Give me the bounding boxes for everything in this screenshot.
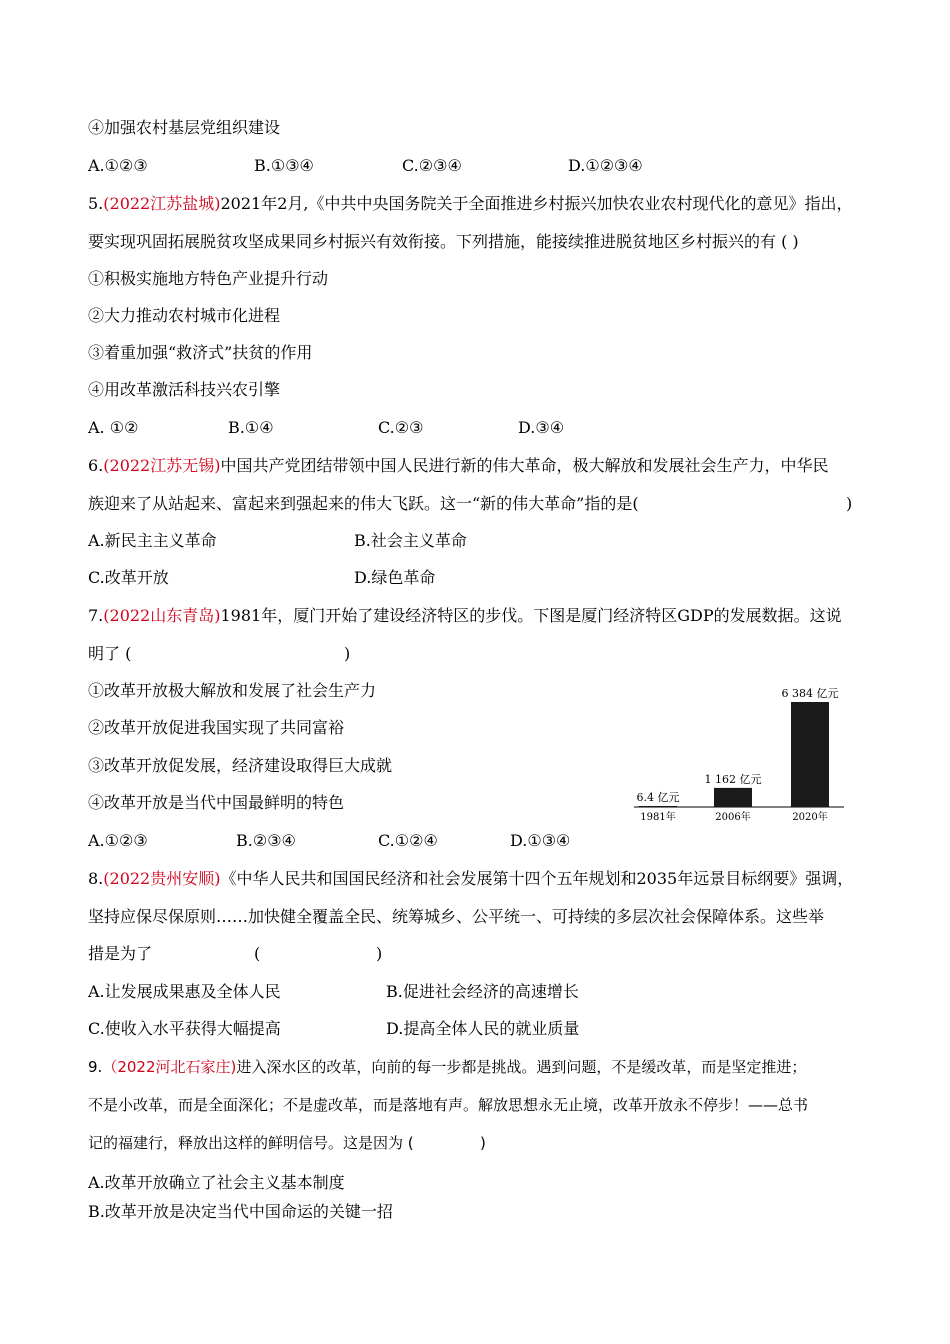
chart-bar-1 (639, 806, 677, 807)
q6-option-d: D.绿色革命 (354, 568, 436, 587)
chart-bar-3 (791, 702, 829, 807)
q5-option-d: D.③④ (518, 418, 565, 437)
q5-item-3: ③着重加强“救济式”扶贫的作用 (88, 343, 313, 362)
q7-number: 7. (88, 606, 104, 625)
chart-value-label-3: 6 384 亿元 (781, 687, 839, 700)
q5-option-b: B.①④ (228, 418, 274, 437)
q7-item-2: ②改革开放促进我国实现了共同富裕 (88, 718, 345, 737)
q6-option-a: A.新民主主义革命 (88, 531, 217, 550)
q7-item-4: ④改革开放是当代中国最鲜明的特色 (88, 793, 345, 812)
q8-stem-3: 措是为了 (88, 944, 153, 963)
q4-option-a: A.①②③ (88, 156, 148, 175)
chart-category-label-1: 1981年 (640, 812, 676, 823)
q8-option-d: D.提高全体人民的就业质量 (386, 1019, 580, 1038)
q6-options-row-1 (88, 530, 848, 552)
q8-stem-1: 《中华人民共和国国民经济和社会发展第十四个五年规划和2035年远景目标纲要》强调， (220, 869, 854, 888)
q7-option-c: C.①②④ (378, 831, 438, 850)
q8-option-b: B.促进社会经济的高速增长 (386, 982, 579, 1001)
q8-answer-close: ) (376, 944, 383, 963)
q4-item-4: ④加强农村基层党组织建设 (88, 118, 281, 137)
q5-item-1: ①积极实施地方特色产业提升行动 (88, 269, 329, 288)
q6-answer-close: ) (846, 494, 853, 513)
q7-item-1: ①改革开放极大解放和发展了社会生产力 (88, 681, 377, 700)
chart-bar-2 (714, 788, 752, 807)
q8-source: (2022贵州安顺) (103, 869, 221, 888)
q6-number: 6. (88, 456, 104, 475)
q8-stem-line-1 (88, 868, 853, 890)
q4-option-b: B.①③④ (254, 156, 314, 175)
gdp-bar-chart (630, 680, 850, 825)
q4-option-c: C.②③④ (402, 156, 462, 175)
q6-options-row-2 (88, 567, 848, 589)
q9-source: （2022河北石家庄) (102, 1058, 237, 1076)
q8-option-a: A.让发展成果惠及全体人民 (88, 982, 281, 1001)
q6-option-b: B.社会主义革命 (354, 531, 467, 550)
q7-source: (2022山东青岛) (103, 606, 221, 625)
q4-options (88, 155, 848, 177)
q9-stem-line-1 (88, 1056, 806, 1078)
q5-option-c: C.②③ (378, 418, 424, 437)
chart-category-label-3: 2020年 (792, 812, 828, 823)
q5-source: (2022江苏盐城) (103, 194, 221, 213)
q8-answer-open: ( (254, 944, 261, 963)
q6-option-c: C.改革开放 (88, 568, 169, 587)
q7-options (88, 830, 848, 852)
q6-stem-2: 族迎来了从站起来、富起来到强起来的伟大飞跃。这一“新的伟大革命”指的是( (88, 494, 639, 513)
q6-stem-1: 中国共产党团结带领中国人民进行新的伟大革命，极大解放和发展社会生产力，中华民 (220, 456, 829, 475)
q8-options-row-1 (88, 981, 848, 1003)
q7-option-a: A.①②③ (88, 831, 148, 850)
q5-number: 5. (88, 194, 104, 213)
q5-stem-2: 要实现巩固拓展脱贫攻坚成果同乡村振兴有效衔接。下列措施，能接续推进脱贫地区乡村振兴的有 ( ) (88, 232, 799, 251)
chart-category-label-2: 2006年 (715, 812, 751, 823)
q7-stem-2: 明了 ( (88, 644, 132, 663)
q8-stem-2: 坚持应保尽保原则……加快健全覆盖全民、统筹城乡、公平统一、可持续的多层次社会保障体系。这些举 (88, 907, 825, 926)
q9-stem-3: 记的福建行，释放出这样的鲜明信号。这是因为 ( (88, 1134, 414, 1152)
chart-value-label-2: 1 162 亿元 (704, 772, 762, 786)
q9-stem-2: 不是小改革，而是全面深化；不是虚改革，而是落地有声。解放思想永无止境，改革开放永不停步！——总书 (88, 1096, 809, 1114)
q7-stem-line-1 (88, 605, 842, 627)
q8-options-row-2 (88, 1018, 848, 1040)
q4-option-d: D.①②③④ (568, 156, 643, 175)
q5-option-a: A. ①② (88, 418, 139, 437)
q6-source: (2022江苏无锡) (103, 456, 221, 475)
q9-answer-close: ) (480, 1134, 486, 1152)
q9-number: 9. (88, 1058, 103, 1076)
q5-item-2: ②大力推动农村城市化进程 (88, 306, 281, 325)
q8-option-c: C.使收入水平获得大幅提高 (88, 1019, 281, 1038)
q9-option-b: B.改革开放是决定当代中国命运的关键一招 (88, 1202, 393, 1221)
chart-value-label-1: 6.4 亿元 (636, 791, 680, 804)
q9-option-a: A.改革开放确立了社会主义基本制度 (88, 1173, 345, 1192)
q7-option-d: D.①③④ (510, 831, 571, 850)
q6-stem-line-1 (88, 455, 829, 477)
q7-answer-close: ) (344, 644, 351, 663)
q7-stem-1: 1981年，厦门开始了建设经济特区的步伐。下图是厦门经济特区GDP的发展数据。这说 (220, 606, 842, 625)
q7-item-3: ③改革开放促发展，经济建设取得巨大成就 (88, 756, 393, 775)
q5-item-4: ④用改革激活科技兴农引擎 (88, 380, 281, 399)
q5-stem-1: 2021年2月,《中共中央国务院关于全面推进乡村振兴加快农业农村现代化的意见》指出， (220, 194, 853, 213)
q5-stem-line-1 (88, 193, 852, 215)
q8-number: 8. (88, 869, 104, 888)
q5-options (88, 417, 848, 439)
q7-option-b: B.②③④ (236, 831, 296, 850)
q9-stem-1: 进入深水区的改革，向前的每一步都是挑战。遇到问题，不是缓改革，而是坚定推进； (236, 1058, 807, 1076)
gdp-chart-svg (630, 680, 850, 825)
